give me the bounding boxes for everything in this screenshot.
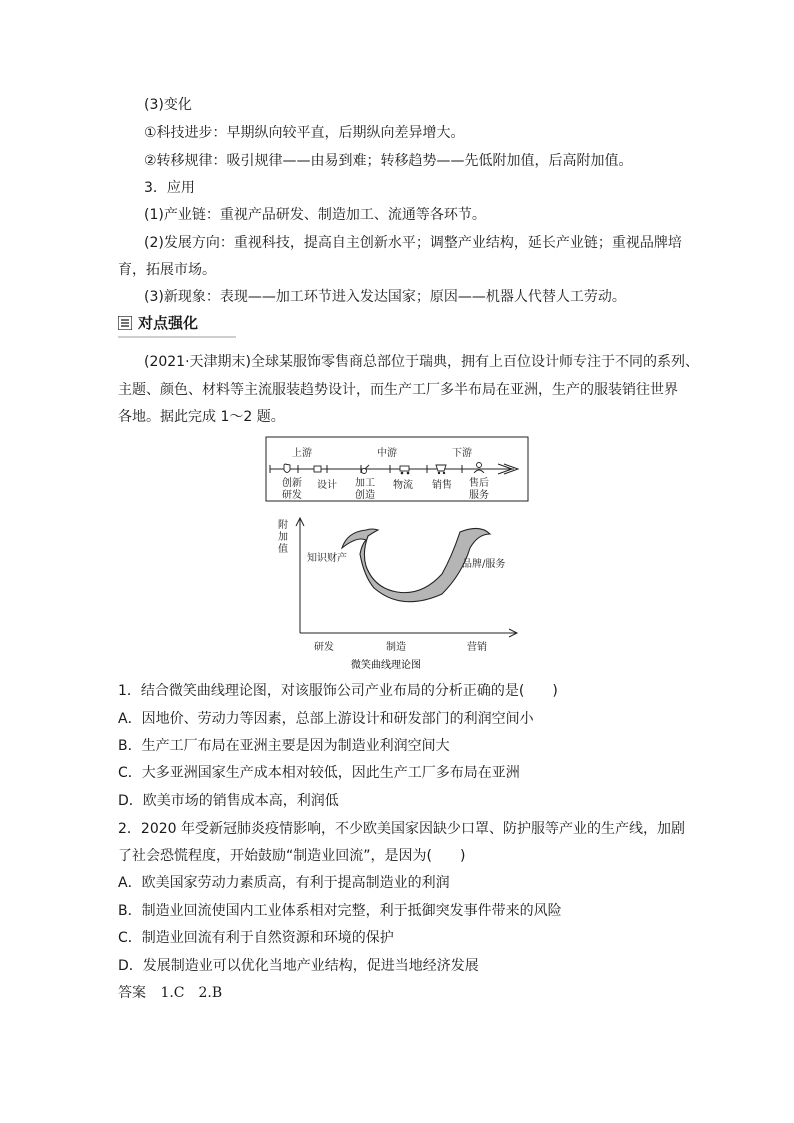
label-upstream: 上游: [292, 448, 312, 459]
curve-label-right: 品牌/服务: [462, 559, 506, 570]
paragraph: (3)新现象：表现——加工环节进入发达国家；原因——机器人代替人工劳动。: [144, 289, 626, 305]
paragraph: 各地。据此完成 1～2 题。: [118, 409, 285, 425]
step-label: 销售: [432, 480, 452, 491]
paragraph: 主题、颜色、材料等主流服装趋势设计，而生产工厂多半布局在亚洲，生产的服装销往世界: [118, 382, 678, 398]
option-b: B．生产工厂布局在亚洲主要是因为制造业利润空间大: [118, 738, 450, 754]
answer: [118, 983, 222, 1003]
question-stem: 1．结合微笑曲线理论图，对该服饰公司产业布局的分析正确的是( ): [118, 683, 558, 699]
step-label: 创新: [282, 478, 302, 489]
option-a: A．欧美国家劳动力素质高，有利于提高制造业的利润: [118, 875, 450, 891]
label-downstream: 下游: [452, 448, 472, 459]
person-icon: [477, 463, 482, 468]
y-axis-label: 值: [278, 544, 288, 555]
paragraph: (2021·天津期末)全球某服饰零售商总部位于瑞典，拥有上百位设计师专注于不同的系列、: [144, 354, 700, 370]
truck-icon: [400, 466, 409, 471]
shield-icon: [284, 464, 290, 473]
y-axis-label: 加: [278, 532, 288, 543]
section-heading: 3．应用: [144, 180, 195, 196]
answer-text: 1.C 2.B: [160, 985, 223, 1001]
option-b: B．制造业回流使国内工业体系相对完整，利于抵御突发事件带来的风险: [118, 903, 562, 919]
section-heading: (3)变化: [144, 97, 192, 113]
y-axis-label: 附: [278, 520, 288, 531]
step-label: 设计: [317, 480, 337, 491]
step-label: 物流: [393, 480, 413, 491]
step-label: 服务: [469, 490, 489, 501]
step-label: 研发: [282, 490, 302, 501]
section-title: 对点强化: [138, 314, 199, 332]
wrench-icon: [362, 469, 367, 474]
figure-caption: 微笑曲线理论图: [351, 660, 421, 671]
paragraph: ①科技进步：早期纵向较平直，后期纵向差异增大。: [144, 125, 465, 141]
cart-icon: [436, 465, 446, 471]
step-label: 售后: [469, 478, 489, 489]
question-stem: 2．2020 年受新冠肺炎疫情影响，不少欧美国家因缺少口罩、防护服等产业的生产线，加剧: [118, 821, 685, 837]
option-c: C．大多亚洲国家生产成本相对较低，因此生产工厂多布局在亚洲: [118, 765, 520, 781]
curve-label-left: 知识财产: [307, 553, 347, 564]
design-icon: [314, 466, 321, 472]
paragraph: ②转移规律：吸引规律——由易到难；转移趋势——先低附加值，后高附加值。: [144, 153, 633, 169]
option-a: A．因地价、劳动力等因素，总部上游设计和研发部门的利润空间小: [118, 711, 534, 727]
paragraph: 育，拓展市场。: [118, 262, 216, 278]
option-d: D．发展制造业可以优化当地产业结构，促进当地经济发展: [118, 958, 479, 974]
answer-label: 答案: [118, 985, 146, 1001]
list-icon: [118, 316, 132, 330]
x-tick-label: 营销: [467, 642, 487, 653]
practice-section-header: [118, 312, 236, 338]
step-label: 加工: [355, 478, 375, 489]
step-label: 创造: [355, 490, 375, 501]
option-d: D．欧美市场的销售成本高，利润低: [118, 793, 339, 809]
question-stem: 了社会恐慌程度，开始鼓励“制造业回流”，是因为( ): [118, 848, 466, 864]
paragraph: (1)产业链：重视产品研发、制造加工、流通等各环节。: [144, 207, 486, 223]
x-tick-label: 研发: [314, 642, 334, 653]
option-c: C．制造业回流有利于自然资源和环境的保护: [118, 930, 394, 946]
paragraph: (2)发展方向：重视科技，提高自主创新水平；调整产业结构，延长产业链；重视品牌培: [144, 235, 682, 251]
label-midstream: 中游: [377, 448, 397, 459]
industry-chain-diagram: [262, 436, 532, 676]
x-tick-label: 制造: [386, 642, 406, 653]
